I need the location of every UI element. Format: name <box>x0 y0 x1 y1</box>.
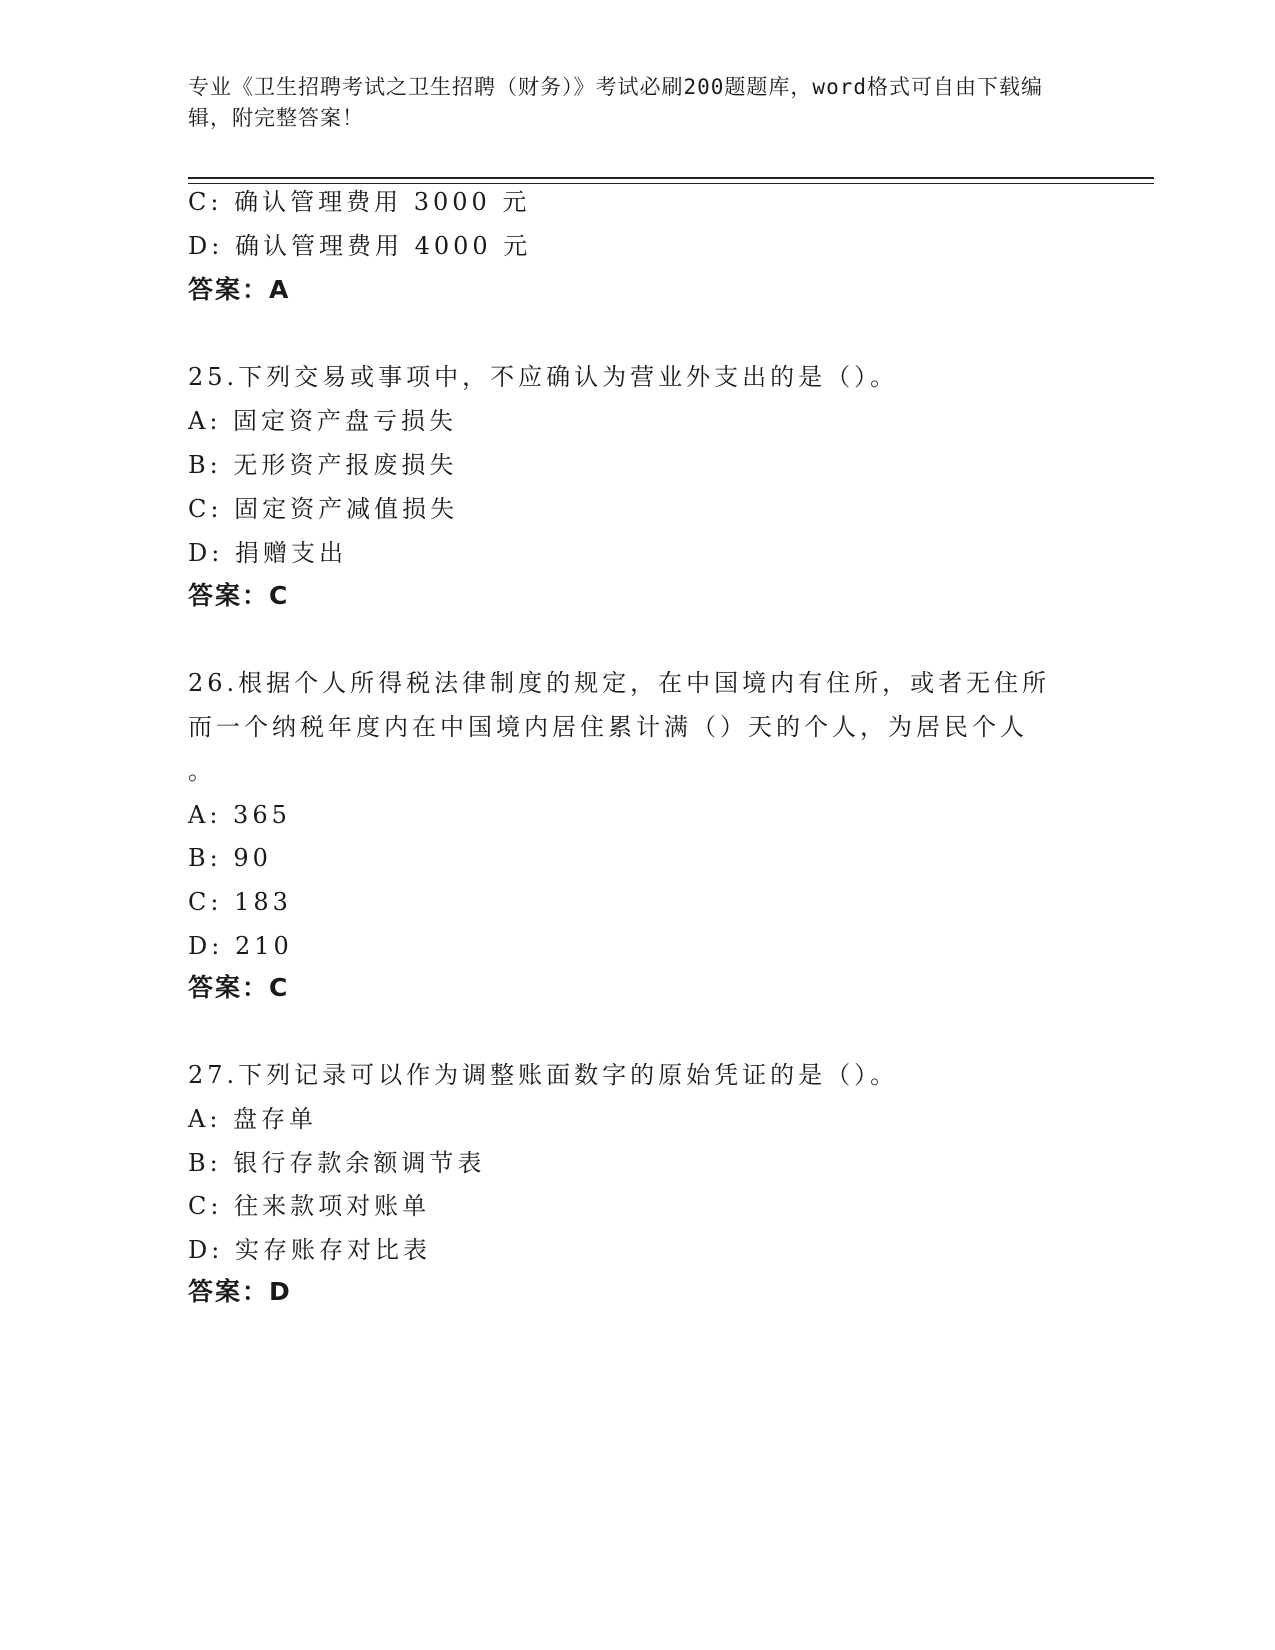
q26-answer: 答案：C <box>188 973 290 1002</box>
prev-option-d: D: 确认管理费用 4000 元 <box>188 232 532 260</box>
q25-option-a: A: 固定资产盘亏损失 <box>188 407 458 435</box>
q25-option-d: D: 捐赠支出 <box>188 539 347 567</box>
q27-option-b: B: 银行存款余额调节表 <box>188 1149 486 1177</box>
q27-option-d: D: 实存账存对比表 <box>188 1236 431 1264</box>
q27-answer: 答案：D <box>188 1277 292 1306</box>
q26-option-d: D: 210 <box>188 932 293 960</box>
q26-question-line-2: 而一个纳税年度内在中国境内居住累计满（）天的个人，为居民个人 <box>188 713 1028 741</box>
q26-question-line-1: 26.根据个人所得税法律制度的规定，在中国境内有住所，或者无住所 <box>188 669 1051 697</box>
q27-option-c: C: 往来款项对账单 <box>188 1192 431 1220</box>
q26-option-a: A: 365 <box>188 801 291 829</box>
page-header-text: 专业《卫生招聘考试之卫生招聘（财务）》考试必刷200题题库，word格式可自由下载编辑，附完整答案！ <box>188 75 1043 130</box>
header-rule-bottom <box>188 183 1154 184</box>
header-rule-top <box>188 177 1154 179</box>
q27-question: 27.下列记录可以作为调整账面数字的原始凭证的是（）。 <box>188 1061 899 1089</box>
q26-option-c: C: 183 <box>188 888 292 916</box>
prev-option-c: C: 确认管理费用 3000 元 <box>188 188 531 216</box>
q25-answer: 答案：C <box>188 581 290 610</box>
q25-option-c: C: 固定资产减值损失 <box>188 495 459 523</box>
q25-question: 25.下列交易或事项中，不应确认为营业外支出的是（）。 <box>188 363 899 391</box>
q26-question-line-3: 。 <box>188 757 216 785</box>
q26-option-b: B: 90 <box>188 844 272 872</box>
q25-option-b: B: 无形资产报废损失 <box>188 451 458 479</box>
prev-answer: 答案：A <box>188 275 291 304</box>
q27-option-a: A: 盘存单 <box>188 1105 318 1133</box>
